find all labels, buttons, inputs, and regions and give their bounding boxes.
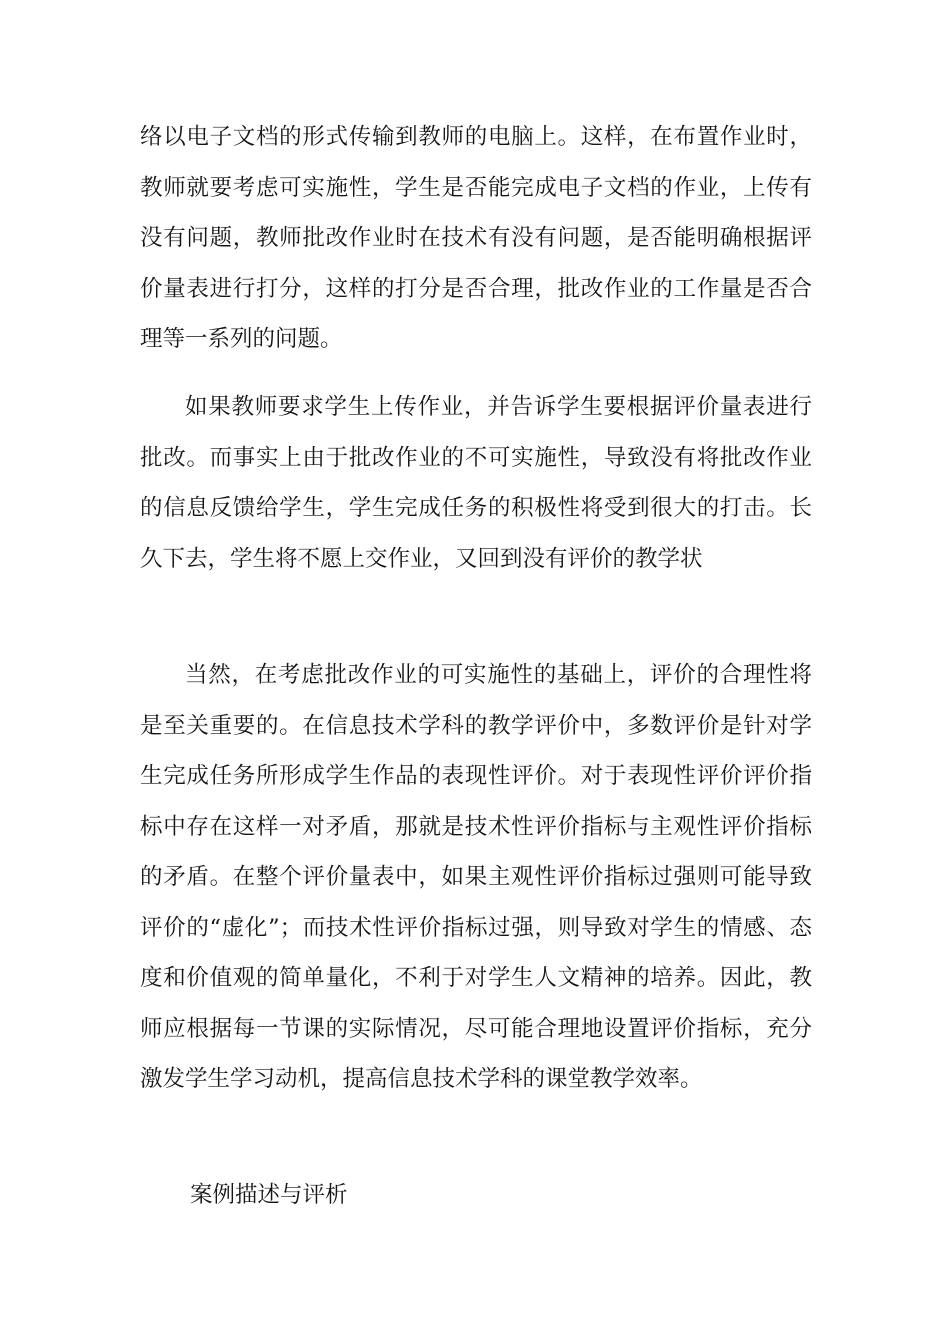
section-heading: 案例描述与评析 <box>190 1182 348 1208</box>
paragraph-upload-grading: 如果教师要求学生上传作业，并告诉学生要根据评价量表进行批改。而事实上由于批改作业的不可实施性，导致没有将批改作业的信息反馈给学生，学生完成任务的积极性将受到很大的打击。长久下去，学生将不愿上交作业，又回到没有评价的教学状 <box>140 394 812 572</box>
paragraph-evaluation-rationality: 当然，在考虑批改作业的可实施性的基础上，评价的合理性将是至关重要的。在信息技术学科的教学评价中，多数评价是针对学生完成任务所形成学生作品的表现性评价。对于表现性评价评价指标中存在这样一对矛盾，那就是技术性评价指标与主观性评价指标的矛盾。在整个评价量表中，如果主观性评价指标过强则可能导致评价的“虚化”；而技术性评价指标过强，则导致对学生的情感、态度和价值观的简单量化，不利于对学生人文精神的培养。因此，教师应根据每一节课的实际情况，尽可能合理地设置评价指标，充分激发学生学习动机，提高信息技术学科的课堂教学效率。 <box>140 662 812 1092</box>
paragraph-continuation: 络以电子文档的形式传输到教师的电脑上。这样，在布置作业时，教师就要考虑可实施性，学生是否能完成电子文档的作业，上传有没有问题，教师批改作业时在技术有没有问题，是否能明确根据评价量表进行打分，这样的打分是否合理，批改作业的工作量是否合理等一系列的问题。 <box>140 124 812 352</box>
